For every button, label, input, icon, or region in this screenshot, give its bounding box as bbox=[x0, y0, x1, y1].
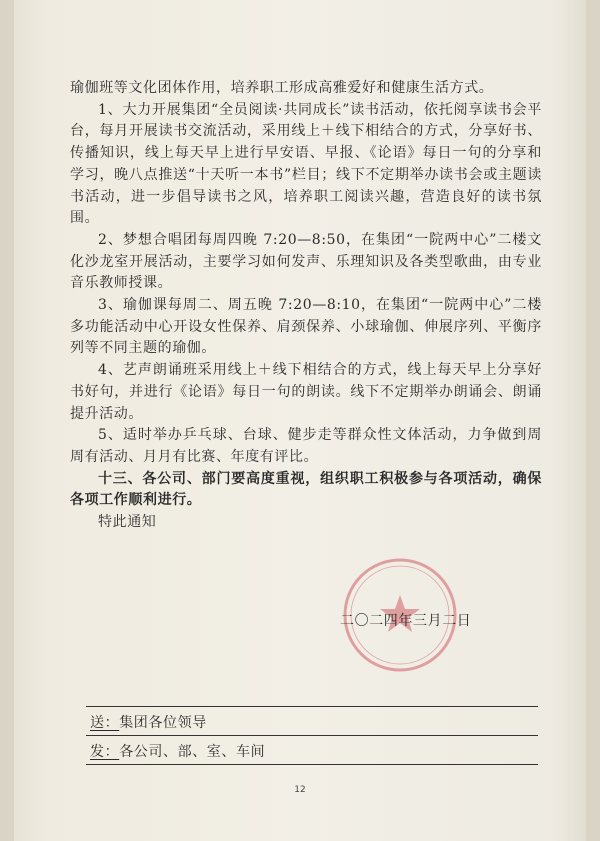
recipient-label: 送： bbox=[90, 715, 120, 731]
divider-bottom bbox=[86, 764, 538, 765]
closing-notice: 特此通知 bbox=[98, 514, 157, 531]
paragraph-sports: 5、适时举办乒乓球、台球、健步走等群众性文体活动，力争做到周周有活动、月月有比赛、年度有评比。 bbox=[70, 427, 542, 465]
body-text bbox=[70, 78, 542, 534]
divider-middle bbox=[86, 735, 538, 736]
paragraph-section-thirteen: 十三、各公司、部门要高度重视，组织职工积极参与各项活动，确保各项工作顺利进行。 bbox=[70, 470, 542, 509]
recipient-line bbox=[90, 712, 207, 732]
issue-date: 二〇二四年三月二日 bbox=[340, 613, 472, 629]
paragraph-yoga: 3、瑜伽课每周二、周五晚 7:20—8:10，在集团“一院两中心”二楼多功能活动中心开设女性保养、肩颈保养、小球瑜伽、伸展序列、平衡序列等不同主题的瑜伽。 bbox=[70, 297, 542, 357]
recipient-value: 集团各位领导 bbox=[119, 715, 207, 731]
distribution-line bbox=[90, 741, 265, 761]
paragraph-reading-activity: 1、大力开展集团“全员阅读·共同成长”读书活动，依托阅享读书会平台，每月开展读书交流活动，采用线上＋线下相结合的方式，分享好书、传播知识，线上每天早上进行早安语、早报、《论语》每日一句的分享和学习，晚八点推送“十天听一本书”栏目；线下不定期举办读书会或主题读书活动，进一步倡导读书之风，培养职工阅读兴趣，营造良好的读书氛围。 bbox=[70, 101, 542, 227]
paragraph-choir: 2、梦想合唱团每周四晚 7:20—8:50，在集团“一院两中心”二楼文化沙龙室开展活动，主要学习如何发声、乐理知识及各类型歌曲，由专业音乐教师授课。 bbox=[70, 231, 542, 292]
distribution-label: 发： bbox=[90, 744, 120, 760]
divider-top bbox=[86, 706, 538, 707]
distribution-value: 各公司、部、室、车间 bbox=[119, 744, 266, 760]
paragraph-recitation: 4、艺声朗诵班采用线上＋线下相结合的方式，线上每天早上分享好书好句，并进行《论语》每日一句的朗读。线下不定期举办朗诵会、朗诵提升活动。 bbox=[70, 362, 542, 422]
paragraph-continuation: 瑜伽班等文化团体作用，培养职工形成高雅爱好和健康生活方式。 bbox=[70, 80, 494, 96]
page-number: 12 bbox=[294, 785, 306, 795]
